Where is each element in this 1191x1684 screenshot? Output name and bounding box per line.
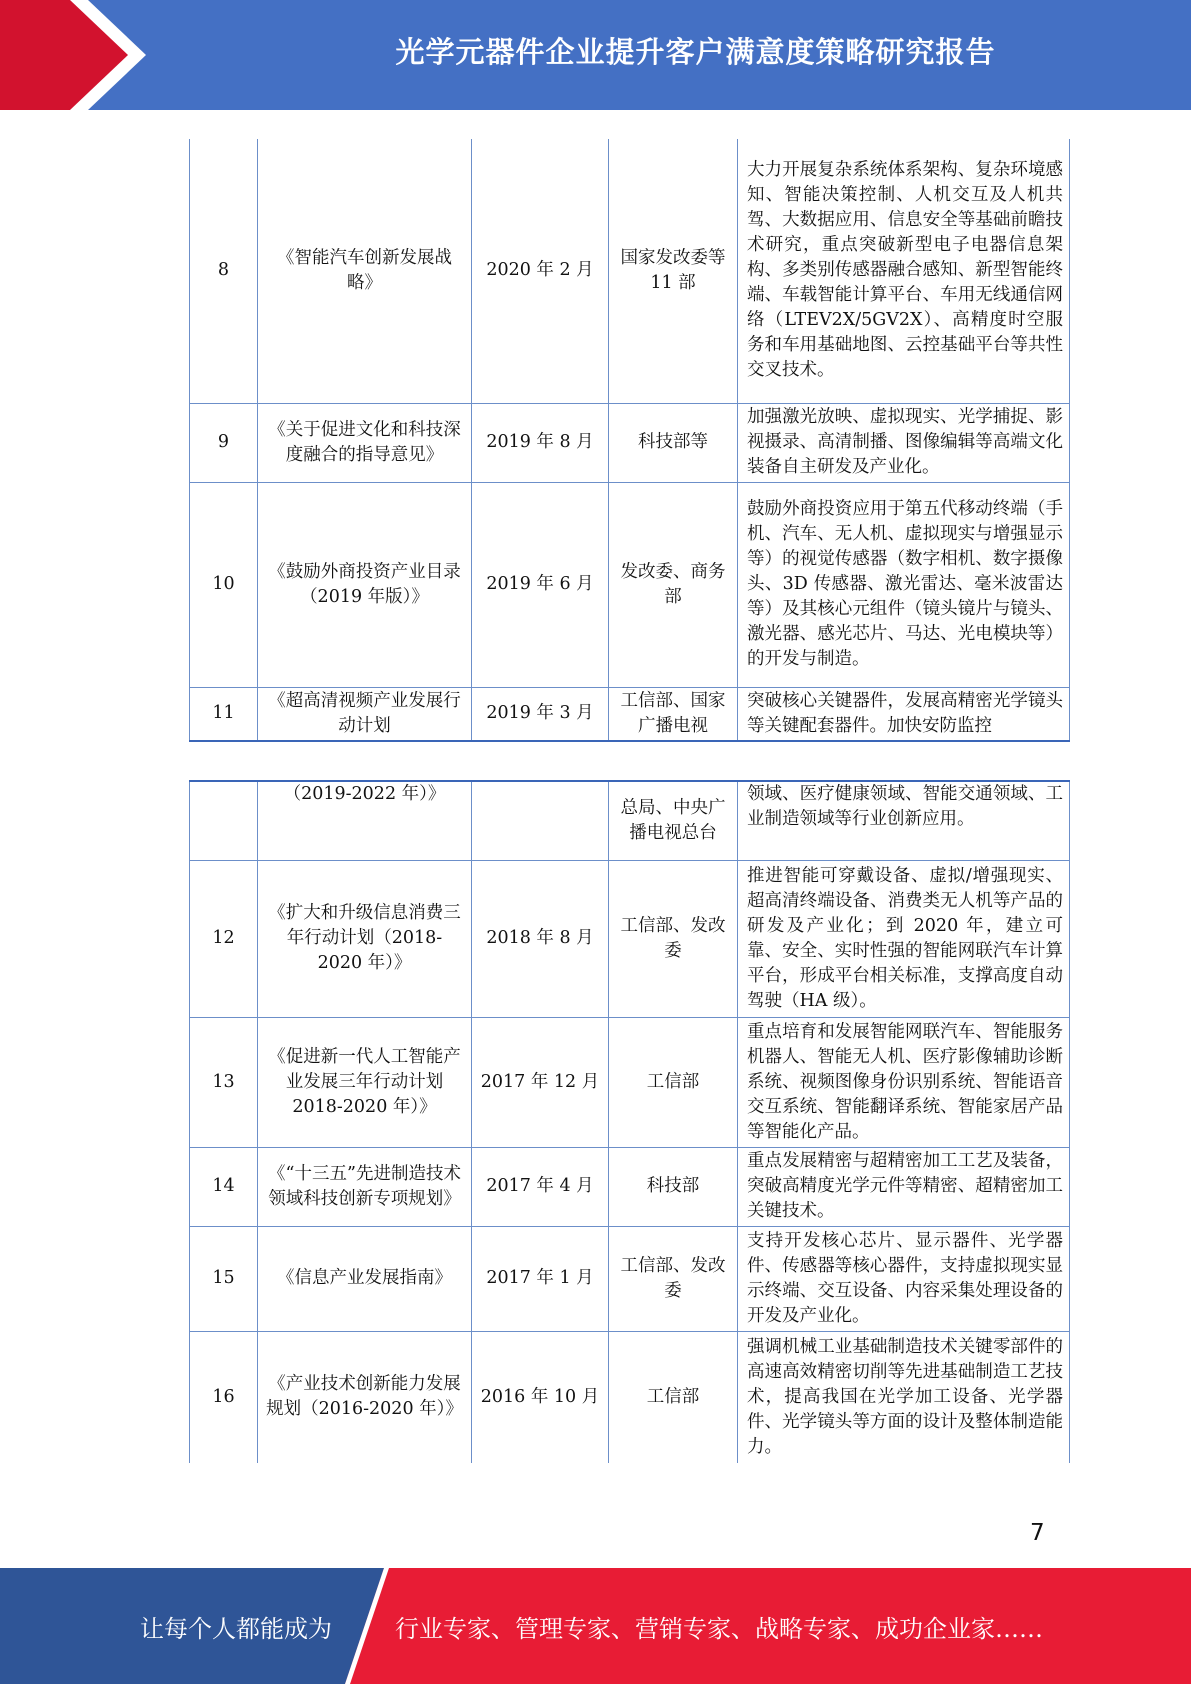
issuing-department: 发改委、商务部 [609,482,738,687]
issuing-department: 科技部 [609,1147,738,1226]
table-row [190,482,1070,687]
table-row [190,781,1070,860]
issue-date: 2019 年 3 月 [472,687,609,741]
issue-date: 2017 年 12 月 [472,1017,609,1147]
policy-content: 鼓励外商投资应用于第五代移动终端（手机、汽车、无人机、虚拟现实与增强显示等）的视觉传感器（数字相机、数字摄像头、3D 传感器、激光雷达、毫米波雷达等）及其核心元组件（镜头镜片与镜头、激光器、感光芯片、马达、光电模块等）的开发与制造。 [738,482,1070,687]
row-number: 16 [190,1331,258,1463]
table-row [190,1147,1070,1226]
policy-content: 领域、医疗健康领域、智能交通领域、工业制造领域等行业创新应用。 [738,781,1070,860]
policy-name: 《产业技术创新能力发展规划（2016-2020 年）》 [258,1331,472,1463]
row-number: 11 [190,687,258,741]
policy-name: （2019-2022 年）》 [258,781,472,860]
row-number: 13 [190,1017,258,1147]
policy-name: 《超高清视频产业发展行动计划 [258,687,472,741]
issue-date: 2017 年 4 月 [472,1147,609,1226]
policy-content: 大力开展复杂系统体系架构、复杂环境感知、智能决策控制、人机交互及人机共驾、大数据应用、信息安全等基础前瞻技术研究，重点突破新型电子电器信息架构、多类别传感器融合感知、新型智能终端、车载智能计算平台、车用无线通信网络（LTEV2X/5GV2X）、高精度时空服务和车用基础地图、云控基础平台等共性交叉技术。 [738,139,1070,403]
issuing-department: 总局、中央广播电视总台 [609,781,738,860]
policy-content: 重点培育和发展智能网联汽车、智能服务机器人、智能无人机、医疗影像辅助诊断系统、视频图像身份识别系统、智能语音交互系统、智能翻译系统、智能家居产品等智能化产品。 [738,1017,1070,1147]
row-number: 15 [190,1226,258,1331]
issuing-department: 科技部等 [609,403,738,482]
policy-content: 加强激光放映、虚拟现实、光学捕捉、影视摄录、高清制播、图像编辑等高端文化装备自主研发及产业化。 [738,403,1070,482]
footer-slogan-right: 行业专家、管理专家、营销专家、战略专家、成功企业家…… [395,1614,1043,1643]
policy-table-part2 [189,780,1070,1463]
issue-date: 2018 年 8 月 [472,860,609,1017]
issuing-department: 工信部 [609,1017,738,1147]
row-number: 10 [190,482,258,687]
header-chevron-icon [0,0,170,110]
policy-name: 《扩大和升级信息消费三年行动计划（2018-2020 年）》 [258,860,472,1017]
issue-date [472,781,609,860]
policy-name: 《“十三五”先进制造技术领域科技创新专项规划》 [258,1147,472,1226]
issue-date: 2019 年 6 月 [472,482,609,687]
row-number: 14 [190,1147,258,1226]
issue-date: 2020 年 2 月 [472,139,609,403]
page-number: 7 [1030,1520,1045,1546]
policy-content: 推进智能可穿戴设备、虚拟/增强现实、超高清终端设备、消费类无人机等产品的研发及产业化；到 2020 年，建立可靠、安全、实时性强的智能网联汽车计算平台，形成平台相关标准，支撑高度自动驾驶（HA 级）。 [738,860,1070,1017]
policy-content: 重点发展精密与超精密加工工艺及装备，突破高精度光学元件等精密、超精密加工关键技术。 [738,1147,1070,1226]
table-row [190,687,1070,741]
table-row [190,139,1070,403]
table-row [190,1226,1070,1331]
footer-slogan-left: 让每个人都能成为 [140,1614,332,1643]
policy-name: 《信息产业发展指南》 [258,1226,472,1331]
issuing-department: 工信部 [609,1331,738,1463]
issue-date: 2017 年 1 月 [472,1226,609,1331]
policy-name: 《智能汽车创新发展战略》 [258,139,472,403]
page-header [0,0,1191,110]
issue-date: 2016 年 10 月 [472,1331,609,1463]
issue-date: 2019 年 8 月 [472,403,609,482]
row-number: 12 [190,860,258,1017]
row-number: 8 [190,139,258,403]
policy-content: 突破核心关键器件，发展高精密光学镜头等关键配套器件。加快安防监控 [738,687,1070,741]
table-row [190,1331,1070,1463]
policy-table-part1 [189,139,1070,742]
row-number: 9 [190,403,258,482]
table-row [190,860,1070,1017]
table-row [190,1017,1070,1147]
row-number [190,781,258,860]
issuing-department: 工信部、发改委 [609,1226,738,1331]
issuing-department: 工信部、国家广播电视 [609,687,738,741]
issuing-department: 国家发改委等 11 部 [609,139,738,403]
issuing-department: 工信部、发改委 [609,860,738,1017]
report-title: 光学元器件企业提升客户满意度策略研究报告 [395,34,996,69]
policy-name: 《促进新一代人工智能产业发展三年行动计划 2018-2020 年）》 [258,1017,472,1147]
table-row [190,403,1070,482]
policy-content: 强调机械工业基础制造技术关键零部件的高速高效精密切削等先进基础制造工艺技术，提高我国在光学加工设备、光学器件、光学镜头等方面的设计及整体制造能力。 [738,1331,1070,1463]
policy-name: 《鼓励外商投资产业目录（2019 年版）》 [258,482,472,687]
policy-name: 《关于促进文化和科技深度融合的指导意见》 [258,403,472,482]
policy-content: 支持开发核心芯片、显示器件、光学器件、传感器等核心器件，支持虚拟现实显示终端、交互设备、内容采集处理设备的开发及产业化。 [738,1226,1070,1331]
page-footer [0,1568,1191,1684]
